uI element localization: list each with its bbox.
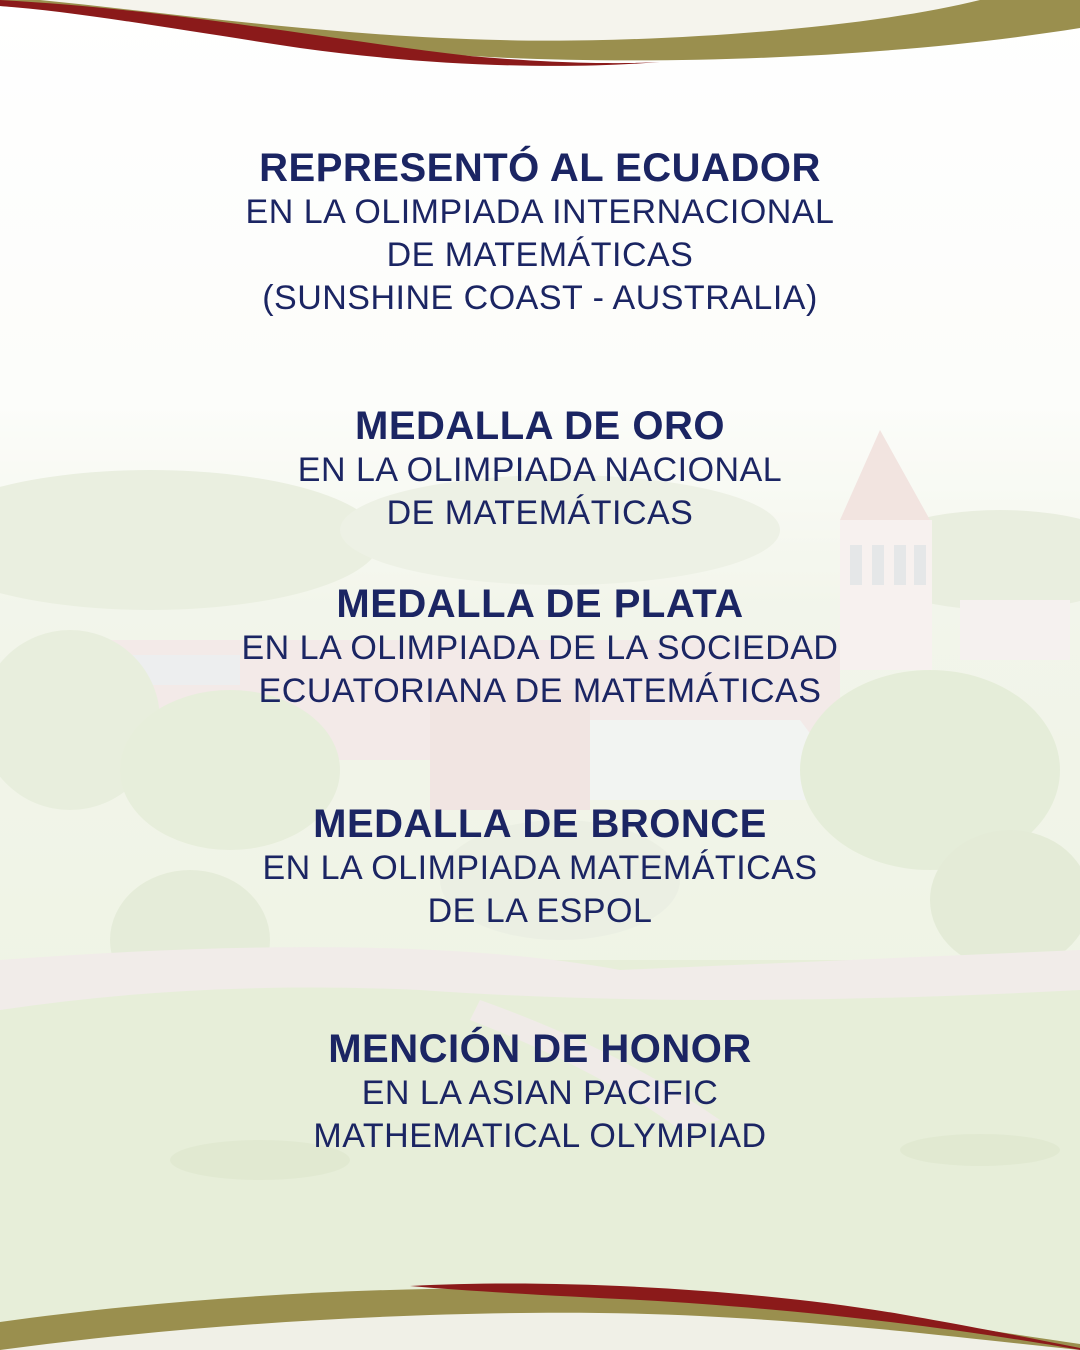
achievement-description-line: (SUNSHINE COAST - AUSTRALIA) [262,279,818,317]
achievement-description-line: EN LA OLIMPIADA DE LA SOCIEDAD [241,629,839,667]
achievement-description-line: EN LA OLIMPIADA NACIONAL [297,451,783,489]
achievement-description-line: DE LA ESPOL [427,892,653,930]
achievement-title: MEDALLA DE BRONCE [313,802,767,846]
achievement-description-line: DE MATEMÁTICAS [386,236,694,274]
achievement-description-line: EN LA OLIMPIADA MATEMÁTICAS [262,849,818,887]
achievement-description-line: EN LA ASIAN PACIFIC [361,1074,719,1112]
achievement-title: MENCIÓN DE HONOR [328,1027,752,1071]
achievement-item [90,145,990,320]
achievement-item [90,801,990,933]
achievement-title: REPRESENTÓ AL ECUADOR [259,146,821,190]
achievement-item [90,581,990,713]
achievement-description-line: MATHEMATICAL OLYMPIAD [313,1117,767,1155]
achievement-description-line: ECUATORIANA DE MATEMÁTICAS [258,672,822,710]
achievement-item [90,403,990,535]
achievement-title: MEDALLA DE PLATA [336,582,744,626]
achievement-description-line: DE MATEMÁTICAS [386,494,694,532]
achievement-title: MEDALLA DE ORO [355,404,725,448]
achievement-item [90,1026,990,1158]
achievement-description-line: EN LA OLIMPIADA INTERNACIONAL [245,193,835,231]
